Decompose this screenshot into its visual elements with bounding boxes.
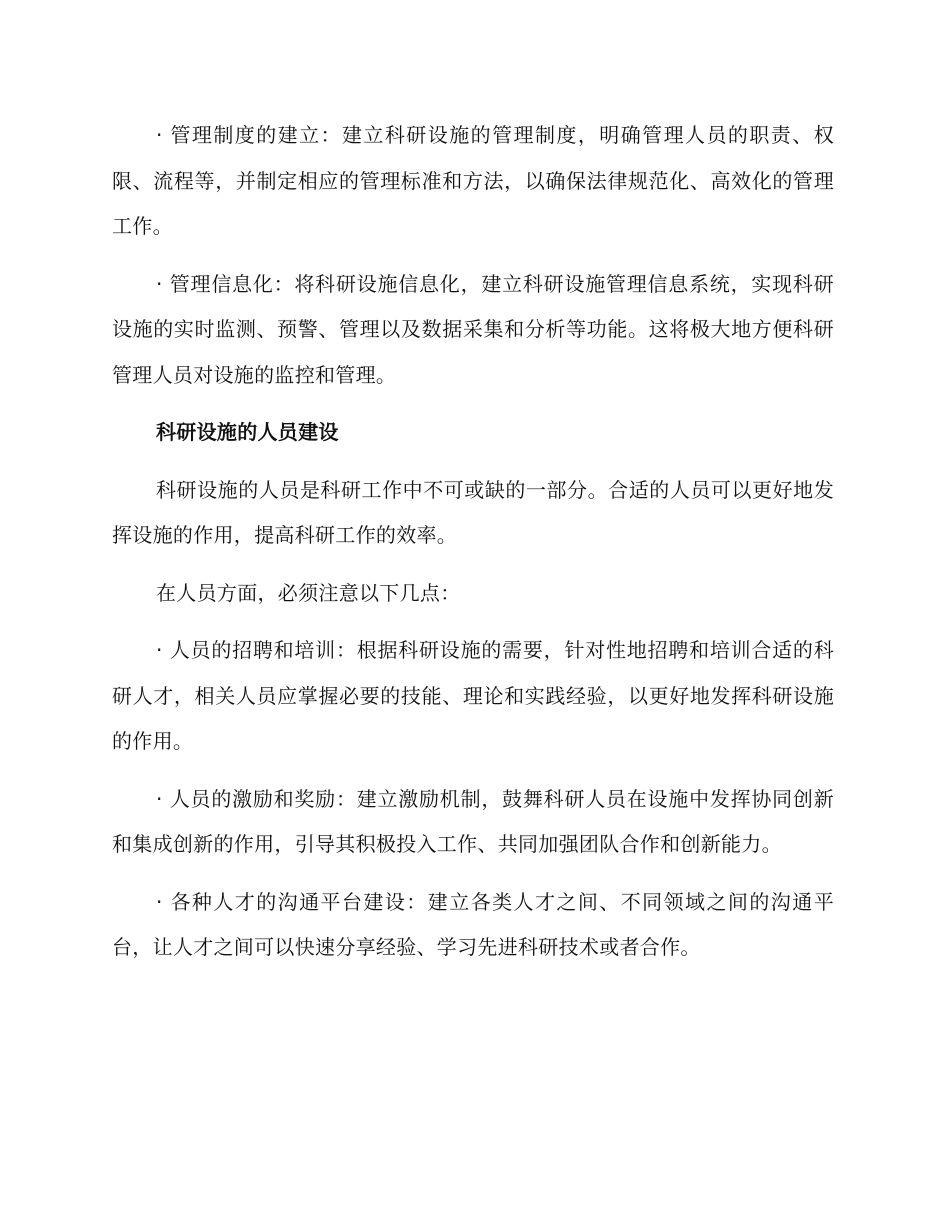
section-heading-personnel: 科研设施的人员建设 (156, 420, 339, 444)
paragraph-recruitment-training: · 人员的招聘和培训：根据科研设施的需要，针对性地招聘和培训合适的科研人才，相关人员应掌握必要的技能、理论和实践经验，以更好地发挥科研设施的作用。 (112, 638, 834, 753)
document-page (112, 113, 834, 983)
paragraph-management-informatization: · 管理信息化：将科研设施信息化，建立科研设施管理信息系统，实现科研设施的实时监测、预警、管理以及数据采集和分析等功能。这将极大地方便科研管理人员对设施的监控和管理。 (112, 271, 834, 387)
paragraph-personnel-points-lead: 在人员方面，必须注意以下几点： (156, 580, 461, 605)
paragraph-incentives-rewards: · 人员的激励和奖励：建立激励机制，鼓舞科研人员在设施中发挥协同创新和集成创新的作用，引导其积极投入工作、共同加强团队合作和创新能力。 (112, 786, 834, 856)
paragraph-personnel-intro: 科研设施的人员是科研工作中不可或缺的一部分。合适的人员可以更好地发挥设施的作用，提高科研工作的效率。 (112, 477, 834, 547)
paragraph-management-system: · 管理制度的建立：建立科研设施的管理制度，明确管理人员的职责、权限、流程等，并制定相应的管理标准和方法，以确保法律规范化、高效化的管理工作。 (112, 123, 834, 238)
paragraph-communication-platform: · 各种人才的沟通平台建设：建立各类人才之间、不同领域之间的沟通平台，让人才之间可以快速分享经验、学习先进科研技术或者合作。 (112, 889, 834, 959)
